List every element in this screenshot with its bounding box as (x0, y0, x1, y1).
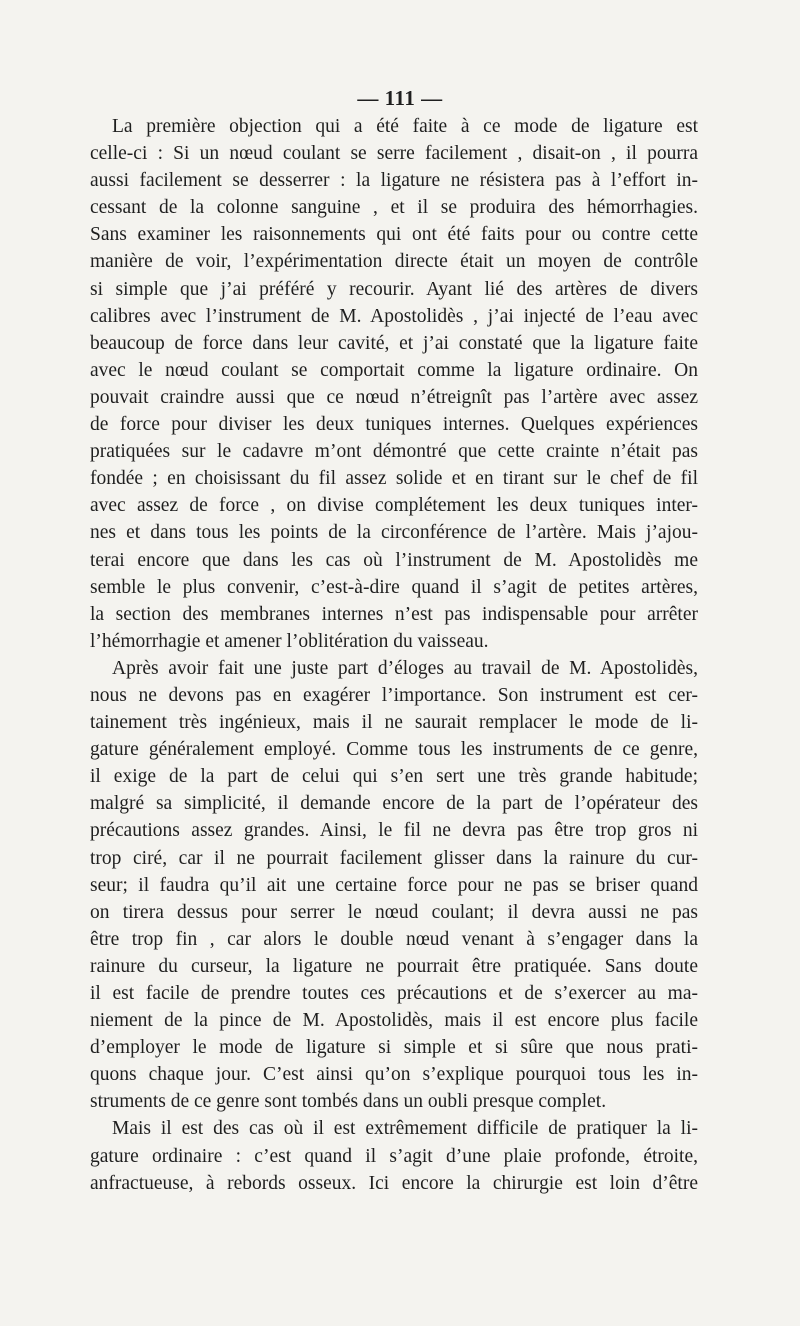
text-line: niement de la pince de M. Apostolidès, mais il est encore plus facile (90, 1010, 698, 1032)
text-line: fondée ; en choisissant du fil assez solide et en tirant sur le chef de fil (90, 468, 698, 490)
text-line: on tirera dessus pour serrer le nœud coulant; il devra aussi ne pas (90, 901, 698, 923)
text-line: struments de ce genre sont tombés dans un oubli presque complet. (90, 1091, 607, 1113)
text-line: trop ciré, car il ne pourrait facilement glisser dans la rainure du cur- (90, 847, 698, 869)
text-line: beaucoup de force dans leur cavité, et j’ai constaté que la ligature faite (90, 332, 698, 354)
text-line: il est facile de prendre toutes ces précautions et de s’exercer au ma- (90, 983, 698, 1004)
text-line: quons chaque jour. C’est ainsi qu’on s’explique pourquoi tous les in- (90, 1064, 698, 1086)
text-line: tainement très ingénieux, mais il ne saurait remplacer le mode de li- (90, 712, 698, 734)
text-line: pouvait craindre aussi que ce nœud n’étreignît pas l’artère avec assez (90, 386, 698, 408)
text-line: terai encore que dans les cas où l’instrument de M. Apostolidès me (90, 549, 698, 571)
text-line: Mais il est des cas où il est extrêmement difficile de pratiquer la li- (112, 1118, 698, 1140)
text-line: l’hémorrhagie et amener l’oblitération du vaisseau. (90, 630, 489, 652)
text-line: il exige de la part de celui qui s’en sert une très grande habitude; (90, 766, 698, 788)
page-number: — 111 — (357, 86, 443, 110)
text-line: celle-ci : Si un nœud coulant se serre facilement , disait-on , il pourra (90, 143, 698, 165)
text-line: aussi facilement se desserrer : la ligature ne résistera pas à l’effort in- (90, 170, 698, 192)
text-line: être trop fin , car alors le double nœud venant à s’engager dans la (90, 928, 698, 950)
text-line: nous ne devons pas en exagérer l’importance. Son instrument est cer- (90, 684, 698, 706)
text-line: calibres avec l’instrument de M. Apostolidès , j’ai injecté de l’eau avec (90, 305, 698, 327)
text-line: avec assez de force , on divise complétement les deux tuniques inter- (90, 495, 698, 517)
text-line: si simple que j’ai préféré y recourir. Ayant lié des artères de divers (90, 278, 698, 300)
text-line: manière de voir, l’expérimentation directe était un moyen de contrôle (90, 251, 698, 273)
text-line: malgré sa simplicité, il demande encore de la part de l’opérateur des (90, 793, 698, 815)
text-line: La première objection qui a été faite à ce mode de ligature est (112, 116, 698, 137)
text-line: de force pour diviser les deux tuniques internes. Quelques expériences (90, 414, 698, 436)
text-line: avec le nœud coulant se comportait comme la ligature ordinaire. On (90, 359, 698, 381)
text-line: Sans examiner les raisonnements qui ont été faits pour ou contre cette (90, 224, 698, 246)
text-line: rainure du curseur, la ligature ne pourrait être pratiquée. Sans doute (90, 955, 698, 977)
text-line: anfractueuse, à rebords osseux. Ici encore la chirurgie est loin d’être (90, 1172, 698, 1194)
text-line: pratiquées sur le cadavre m’ont démontré que cette crainte n’était pas (90, 441, 698, 463)
text-line: nes et dans tous les points de la circonférence de l’artère. Mais j’ajou- (90, 522, 698, 544)
text-line: seur; il faudra qu’il ait une certaine force pour ne pas se briser quand (90, 874, 698, 896)
text-line: gature généralement employé. Comme tous les instruments de ce genre, (90, 739, 698, 761)
text-line: cessant de la colonne sanguine , et il se produira des hémorrhagies. (90, 197, 698, 219)
text-line: semble le plus convenir, c’est-à-dire quand il s’agit de petites artères, (90, 576, 698, 598)
body-text (90, 113, 698, 1197)
text-line: précautions assez grandes. Ainsi, le fil ne devra pas être trop gros ni (90, 820, 698, 842)
text-line: d’employer le mode de ligature si simple et si sûre que nous prati- (90, 1037, 698, 1059)
text-line: gature ordinaire : c’est quand il s’agit d’une plaie profonde, étroite, (90, 1145, 698, 1167)
text-line: Après avoir fait une juste part d’éloges au travail de M. Apostolidès, (112, 657, 698, 679)
text-line: la section des membranes internes n’est pas indispensable pour arrêter (90, 603, 698, 625)
